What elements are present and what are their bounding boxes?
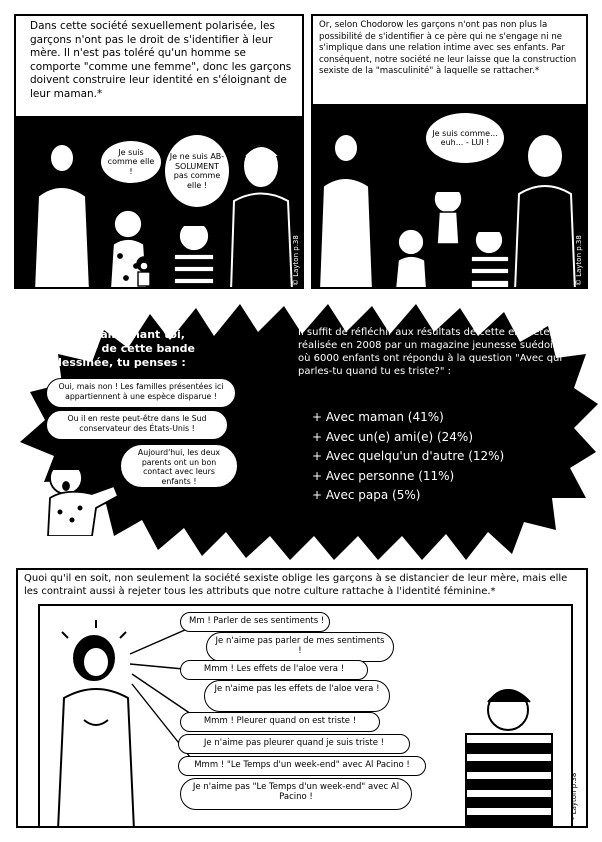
dialog-line: Je n'aime pas parler de mes sentiments ! <box>206 632 394 662</box>
panel-2-credit: © Layton p.38 <box>575 235 583 286</box>
dialog-line: Je n'aime pas pleurer quand je suis triste ! <box>178 734 410 754</box>
dialog-line: Mm ! Parler de ses sentiments ! <box>180 612 330 632</box>
survey-result: + Avec maman (41%) <box>312 410 444 424</box>
child-2-figure <box>471 225 509 289</box>
comic-panel-2 <box>311 14 588 289</box>
nb-thought-2: Ou il en reste peut-être dans le Sud conservateur des États-Unis ! <box>46 410 228 440</box>
child-2-figure <box>174 219 214 289</box>
panel-1-credit: © Layton p.38 <box>292 235 300 286</box>
father-figure <box>515 134 575 289</box>
nb-thought-3: Aujourd'hui, les deux parents ont un bon contact avec leurs enfants ! <box>120 444 238 488</box>
survey-results-list <box>312 408 504 506</box>
dialog-line: Mmm ! Pleurer quand on est triste ! <box>180 712 380 732</box>
dialog-line: Mmm ! "Le Temps d'un week-end" avec Al Pacino ! <box>178 756 426 776</box>
panel-1-caption: Dans cette société sexuellement polarisée, les garçons n'ont pas le droit de s'identifier à leur mère. Il n'est pas toléré qu'un homme se comporte "comme une femme", donc les garçons doivent construire leur identité en s'éloignant de leur maman.* <box>30 20 292 100</box>
comic-panel-1 <box>14 14 304 289</box>
child-1-figure <box>395 229 427 289</box>
panel-1-bubble-boy: Je ne suis AB-SOLUMENT pas comme elle ! <box>164 134 230 208</box>
hanging-figure <box>434 183 462 244</box>
mother-figure <box>58 620 134 828</box>
nb-thought-1: Oui, mais non ! Les familles présentées ici appartiennent à une espèce disparue ! <box>46 378 236 408</box>
boy-figure <box>466 690 552 828</box>
dialog-line: Je n'aime pas les effets de l'aloe vera ! <box>204 680 390 712</box>
survey-result: + Avec un(e) ami(e) (24%) <box>312 429 474 444</box>
mother-figure <box>319 124 373 289</box>
survey-result: + Avec papa (5%) <box>312 488 421 502</box>
dialog-line: Mmm ! Les effets de l'aloe vera ! <box>180 660 368 680</box>
dialog-line: Je n'aime pas "Le Temps d'un week-end" avec Al Pacino ! <box>180 778 412 810</box>
survey-intro: Il suffit de réfléchir aux résultats de cette enquête, réalisée en 2008 par un magazine jeunesse suédois, où 6000 enfants ont répondu à la question "Avec qui parles-tu quand tu es triste?" : <box>298 327 563 377</box>
panel-1-bubble-girl: Je suis comme elle ! <box>100 140 162 184</box>
panel-3-credit: * Layton p.38 <box>570 772 578 820</box>
survey-result: + Avec quelqu'un d'autre (12%) <box>312 449 505 463</box>
nb-heading: NB !! Maintenant toi, lecteur de cette bande dessinée, tu penses : <box>54 328 195 369</box>
doll-figure <box>137 257 151 286</box>
panel-2-caption: Or, selon Chodorow les garçons n'ont pas non plus la possibilité de s'identifier à ce père qui ne s'engage ni ne s'implique dans une relation intime avec ses enfants. Par conséquent, notre société ne leur laisse que la construction sexiste de la "masculinité" à laquelle se rattacher.* <box>319 20 577 76</box>
panel-2-bubble: Je suis comme... euh... - LUI ! <box>425 112 505 164</box>
panel-1-figures <box>16 116 304 289</box>
survey-result: + Avec personne (11%) <box>312 468 455 483</box>
nb-child-figure <box>36 456 126 536</box>
father-figure <box>231 144 292 289</box>
panel-3-caption: Quoi qu'il en soit, non seulement la société sexiste oblige les garçons à se distancier de leur mère, mais elle les contraint aussi à rejeter tous les attributs que notre culture rattache à l'identité féminine.* <box>24 573 568 597</box>
comic-panel-3 <box>16 568 588 828</box>
mother-figure <box>34 134 90 289</box>
